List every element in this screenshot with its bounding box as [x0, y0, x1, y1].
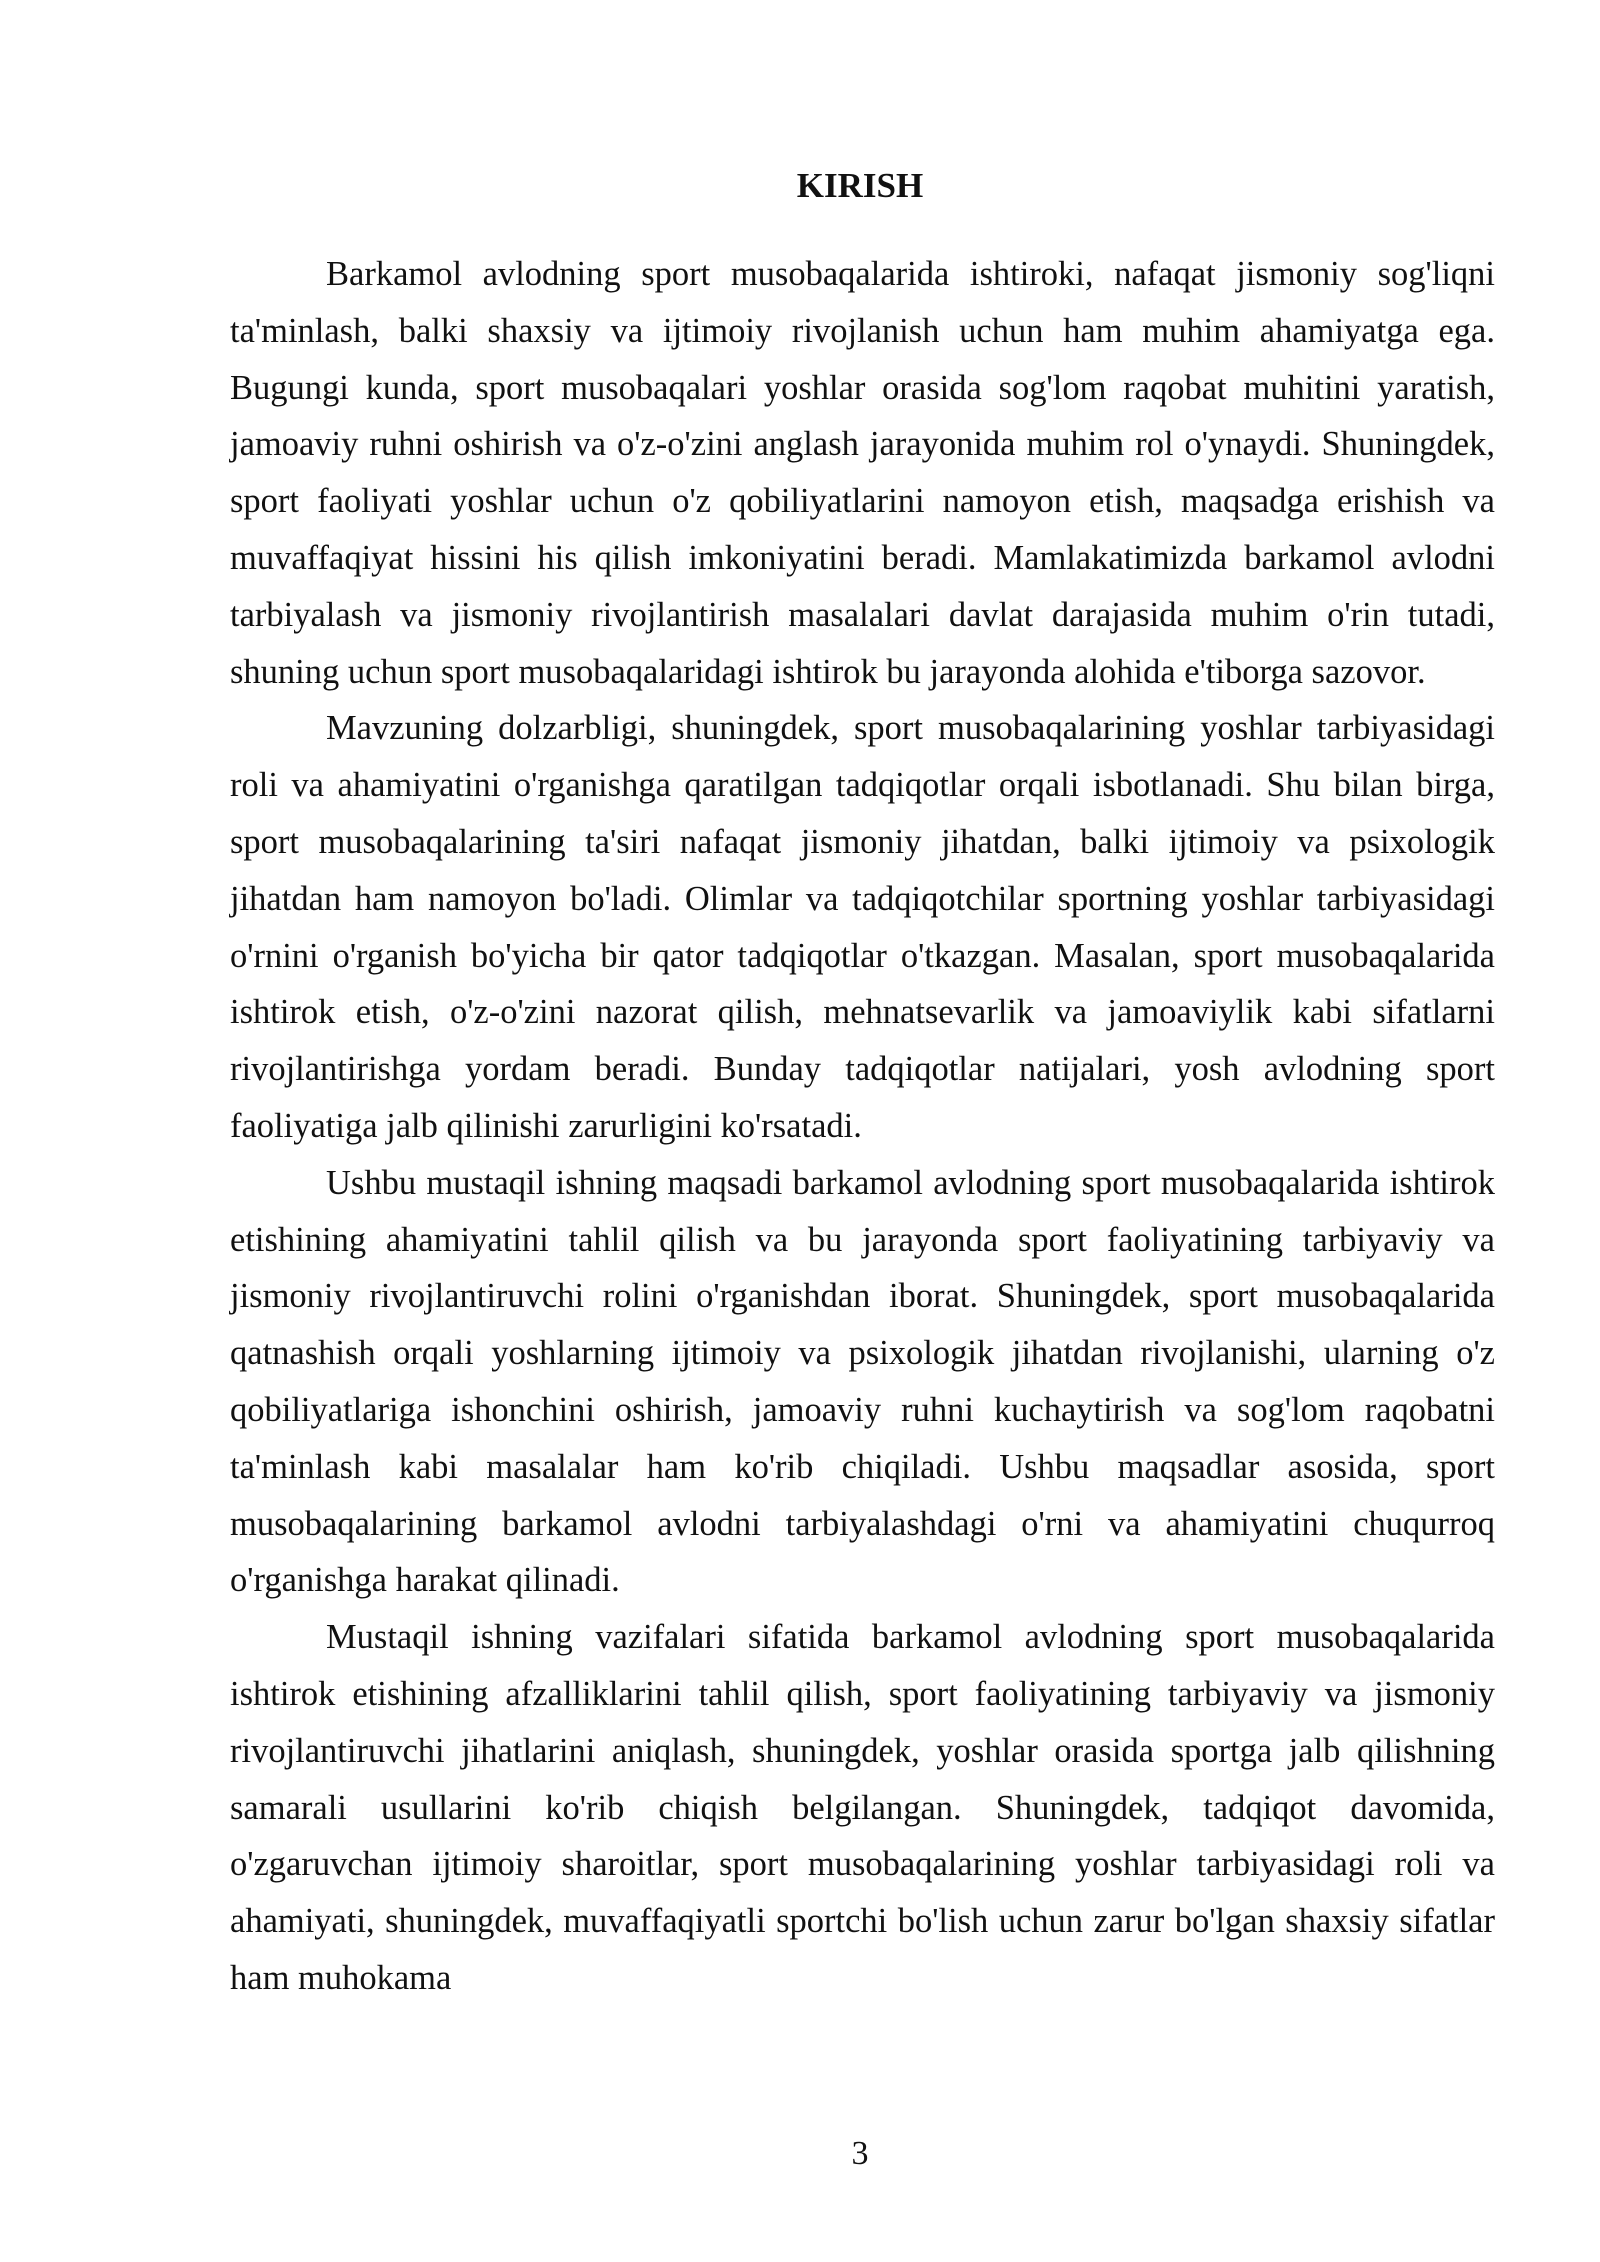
paragraph-1: Barkamol avlodning sport musobaqalarida ishtiroki, nafaqat jismoniy sog'liqni ta'minlash, balki shaxsiy va ijtimoiy rivojlanish uchun ham muhim ahamiyatga ega. Bugungi kunda, sport musobaqalari yoshlar orasida sog'lom raqobat muhitini yaratish, jamoaviy ruhni oshirish va o'z-o'zini anglash jarayonida muhim rol o'ynaydi. Shuningdek, sport faoliyati yoshlar uchun o'z qobiliyatlarini namoyon etish, maqsadga erishish va muvaffaqiyat hissini his qilish imkoniyatini beradi. Mamlakatimizda barkamol avlodni tarbiyalash va jismoniy rivojlantirish masalalari davlat darajasida muhim o'rin tutadi, shuning uchun sport musobaqalaridagi ishtirok bu jarayonda alohida e'tiborga sazovor.	[230, 255, 1495, 691]
paragraph-4: Mustaqil ishning vazifalari sifatida barkamol avlodning sport musobaqalarida ishtirok etishining afzalliklarini tahlil qilish, sport faoliyatining tarbiyaviy va jismoniy rivojlantiruvchi jihatlarini aniqlash, shuningdek, yoshlar orasida sportga jalb qilishning samarali usullarini ko'rib chiqish belgilangan. Shuningdek, tadqiqot davomida, o'zgaruvchan ijtimoiy sharoitlar, sport musobaqalarining yoshlar tarbiyasidagi roli va ahamiyati, shuningdek, muvaffaqiyatli sportchi bo'lish uchun zarur bo'lgan shaxsiy sifatlar ham muhokama	[230, 1618, 1495, 1997]
paragraph-2: Mavzuning dolzarbligi, shuningdek, sport musobaqalarining yoshlar tarbiyasidagi roli va ahamiyatini o'rganishga qaratilgan tadqiqotlar orqali isbotlanadi. Shu bilan birga, sport musobaqalarining ta'siri nafaqat jismoniy jihatdan, balki ijtimoiy va psixologik jihatdan ham namoyon bo'ladi. Olimlar va tadqiqotchilar sportning yoshlar tarbiyasidagi o'rnini o'rganish bo'yicha bir qator tadqiqotlar o'tkazgan. Masalan, sport musobaqalarida ishtirok etish, o'z-o'zini nazorat qilish, mehnatsevarlik va jamoaviylik kabi sifatlarni rivojlantirishga yordam beradi. Bunday tadqiqotlar natijalari, yosh avlodning sport faoliyatiga jalb qilinishi zarurligini ko'rsatadi.	[230, 709, 1495, 1145]
paragraph-3: Ushbu mustaqil ishning maqsadi barkamol avlodning sport musobaqalarida ishtirok etishining ahamiyatini tahlil qilish va bu jarayonda sport faoliyatining tarbiyaviy va jismoniy rivojlantiruvchi rolini o'rganishdan iborat. Shuningdek, sport musobaqalarida qatnashish orqali yoshlarning ijtimoiy va psixologik jihatdan rivojlanishi, ularning o'z qobiliyatlariga ishonchini oshirish, jamoaviy ruhni kuchaytirish va sog'lom raqobatni ta'minlash kabi masalalar ham ko'rib chiqiladi. Ushbu maqsadlar asosida, sport musobaqalarining barkamol avlodni tarbiyalashdagi o'rni va ahamiyatini chuqurroq o'rganishga harakat qilinadi.	[230, 1163, 1495, 1600]
page-number: 3	[851, 2135, 869, 2172]
page-title: KIRISH	[796, 166, 924, 205]
body-text	[230, 246, 1495, 2007]
